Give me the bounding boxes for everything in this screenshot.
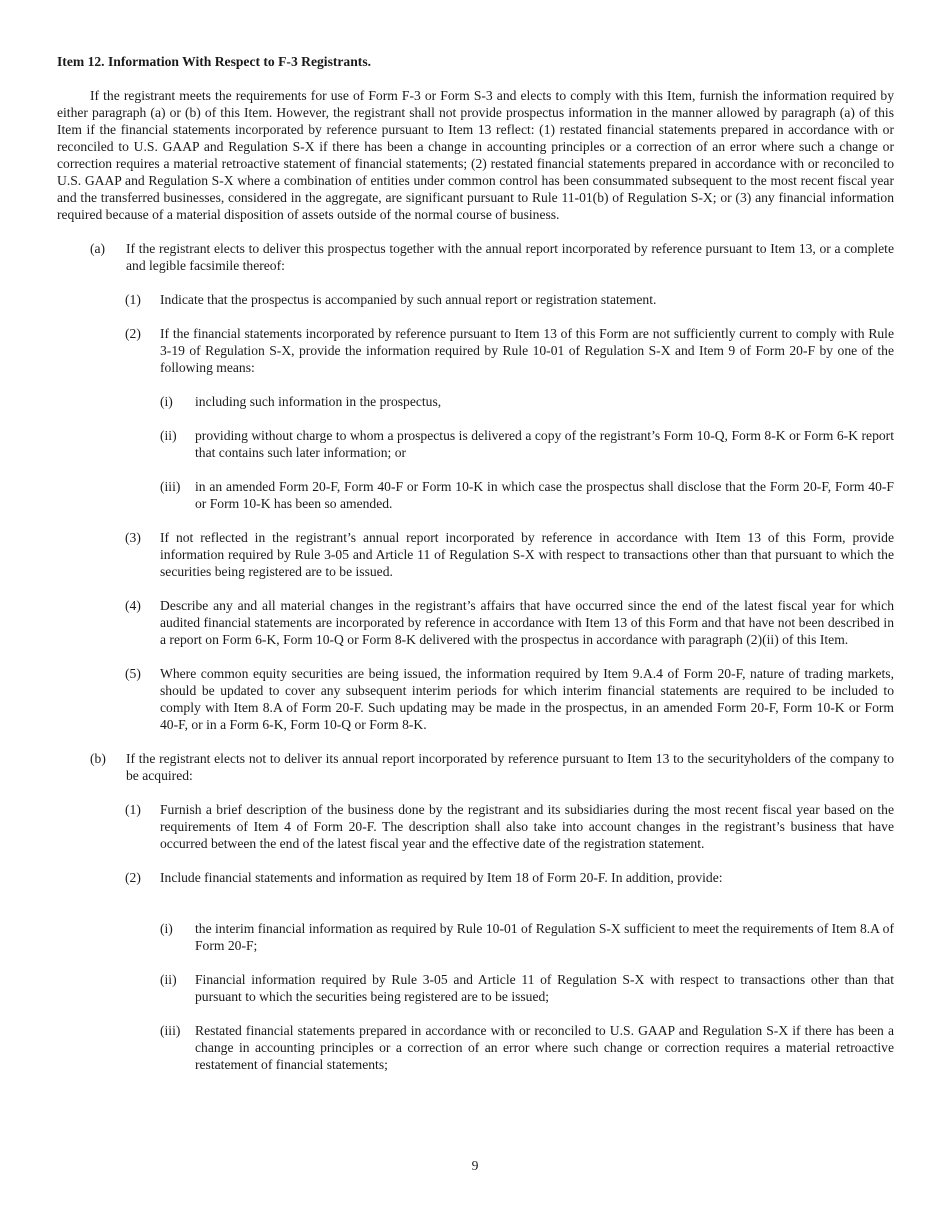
sub-list-item-text: the interim financial information as required by Rule 10-01 of Regulation S-X sufficient to meet the requirements of Item 8.A of Form 20-F; — [195, 921, 894, 953]
list-item-label: (5) — [125, 666, 141, 681]
list-item-label: (4) — [125, 598, 141, 613]
intro-paragraph: If the registrant meets the requirements for use of Form F-3 or Form S-3 and elects to comply with this Item, furnish the information required by either paragraph (a) or (b) of this Item. However, the registrant shall not provide prospectus information in the manner allowed by paragraph (a) of this Item if the financial statements incorporated by reference pursuant to Item 13 reflect: (1) restated financial statements prepared in accordance with or reconciled to U.S. GAAP and Regulation S-X if there has been a change in accounting principles or a correction of an error where such a change or correction requires a material retroactive statement of financial statements; (2) restated financial statements prepared in accordance with or reconciled to U.S. GAAP and Regulation S-X where a combination of entities under common control has been consummated subsequent to the most recent fiscal year and the transferred businesses, considered in the aggregate, are significant pursuant to Rule 11-01(b) of Regulation S-X; or (3) any financial information required because of a material disposition of assets outside of the normal course of business. — [57, 88, 894, 222]
sub-list-item — [57, 478, 894, 512]
list-item — [57, 597, 894, 648]
sub-list-item — [57, 427, 894, 461]
page-number: 9 — [471, 1158, 479, 1173]
list-item-text: If the financial statements incorporated by reference pursuant to Item 13 of this Form are not sufficiently current to comply with Rule 3-19 of Regulation S-X, provide the information required by Rule 10-01 of Regulation S-X and Item 9 of Form 20-F by one of the following means: — [160, 326, 894, 375]
paragraph-a-label: (a) — [90, 241, 106, 256]
list-item — [57, 529, 894, 580]
paragraph-b-text: If the registrant elects not to deliver its annual report incorporated by reference pursuant to Item 13 to the securityholders of the company to be acquired: — [126, 751, 894, 783]
list-item-text: Where common equity securities are being issued, the information required by Item 9.A.4 of Form 20-F, nature of trading markets, should be updated to cover any subsequent interim periods for which interim financial statements are required to be included to comply with Item 8.A of Form 20-F. Such updating may be made in the prospectus, in an amended Form 20-F, Form 10-K or Form 40-F, or in a Form 6-K, Form 10-Q or Form 8-K. — [160, 666, 894, 732]
sub-list-item-text: including such information in the prospectus, — [195, 394, 442, 409]
list-item-text: Describe any and all material changes in the registrant’s affairs that have occurred since the end of the latest fiscal year for which audited financial statements are incorporated by reference in accordance with Item 13 of this Form and that have not been described in a report on Form 6-K, Form 10-Q or Form 8-K delivered with the prospectus in accordance with paragraph (2)(ii) of this Item. — [160, 598, 894, 647]
list-item-label: (1) — [125, 292, 141, 307]
list-item-label: (3) — [125, 530, 141, 545]
list-item — [57, 291, 894, 308]
list-item-text: If not reflected in the registrant’s annual report incorporated by reference in accordance with Item 13 of this Form, provide information required by Rule 3-05 and Article 11 of Regulation S-X with respect to transactions other than that pursuant to which the securities being registered are to be issued. — [160, 530, 894, 579]
list-item-label: (2) — [125, 870, 141, 885]
list-item-label: (1) — [125, 802, 141, 817]
list-item — [57, 665, 894, 733]
paragraph-b — [57, 750, 894, 784]
sub-list-item-label: (ii) — [160, 972, 177, 987]
sub-list-item-label: (ii) — [160, 428, 177, 443]
sub-list-item — [57, 1022, 894, 1073]
sub-list-item — [57, 393, 894, 410]
sub-list-item-text: providing without charge to whom a prospectus is delivered a copy of the registrant’s Form 10-Q, Form 8-K or Form 6-K report that contains such later information; or — [195, 428, 894, 460]
document-page — [57, 53, 894, 1090]
item-heading: Item 12. Information With Respect to F-3 Registrants. — [57, 54, 372, 69]
list-item — [57, 801, 894, 852]
paragraph-a — [57, 240, 894, 274]
list-item-text: Include financial statements and information as required by Item 18 of Form 20-F. In addition, provide: — [160, 870, 723, 885]
sub-list-item-text: Restated financial statements prepared in accordance with or reconciled to U.S. GAAP and Regulation S-X if there has been a change in accounting principles or a correction of an error where such change or correction requires a material retroactive restatement of financial statements; — [195, 1023, 894, 1072]
paragraph-b-label: (b) — [90, 751, 106, 766]
list-item — [57, 325, 894, 376]
sub-list-item — [57, 920, 894, 954]
sub-list-item-text: in an amended Form 20-F, Form 40-F or Form 10-K in which case the prospectus shall disclose that the Form 20-F, Form 40-F or Form 10-K has been so amended. — [195, 479, 894, 511]
list-item-text: Indicate that the prospectus is accompanied by such annual report or registration statement. — [160, 292, 657, 307]
sub-list-item — [57, 971, 894, 1005]
paragraph-a-text: If the registrant elects to deliver this prospectus together with the annual report incorporated by reference pursuant to Item 13, or a complete and legible facsimile thereof: — [126, 241, 894, 273]
list-item-label: (2) — [125, 326, 141, 341]
sub-list-item-label: (iii) — [160, 1023, 181, 1038]
list-item-text: Furnish a brief description of the business done by the registrant and its subsidiaries during the most recent fiscal year based on the requirements of Item 4 of Form 20-F. The description shall also take into account changes in the registrant’s business that have occurred between the end of the latest fiscal year and the effective date of the registration statement. — [160, 802, 894, 851]
sub-list-item-text: Financial information required by Rule 3-05 and Article 11 of Regulation S-X with respect to transactions other than that pursuant to which the securities being registered are to be issued; — [195, 972, 894, 1004]
sub-list-item-label: (i) — [160, 394, 173, 409]
list-item — [57, 869, 894, 886]
sub-list-item-label: (iii) — [160, 479, 181, 494]
sub-list-item-label: (i) — [160, 921, 173, 936]
